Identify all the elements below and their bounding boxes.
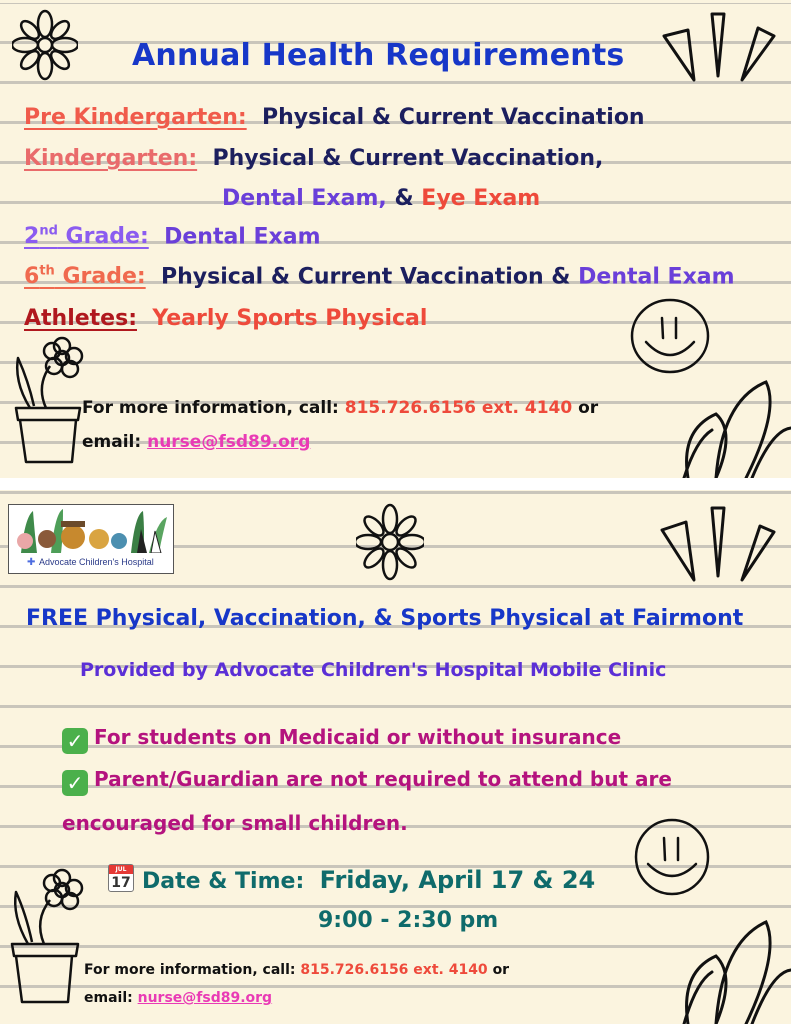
contact-info-line-2 bbox=[84, 990, 272, 1006]
requirement-text: Physical & Current Vaccination bbox=[161, 264, 544, 290]
contact-or: or bbox=[578, 398, 599, 418]
clinic-headline: FREE Physical, Vaccination, & Sports Physical at Fairmont bbox=[26, 606, 744, 631]
leaf-doodle-icon bbox=[676, 910, 791, 1024]
requirement-text: Dental Exam, bbox=[222, 186, 387, 211]
date-label: Date & Time: bbox=[142, 869, 305, 894]
smiley-face-icon bbox=[628, 296, 712, 376]
grade-label: Kindergarten: bbox=[24, 146, 198, 171]
bullet-text: For students on Medicaid or without insurance bbox=[94, 725, 622, 749]
requirement-row-2nd-grade bbox=[24, 224, 321, 249]
clinic-subheadline: Provided by Advocate Children's Hospital Mobile Clinic bbox=[80, 659, 667, 681]
annual-requirements-panel bbox=[0, 0, 791, 478]
email-label: email: bbox=[84, 990, 133, 1006]
email-link[interactable]: nurse@fsd89.org bbox=[137, 990, 273, 1006]
contact-info-line-1 bbox=[82, 398, 598, 418]
ampersand-text: & bbox=[551, 264, 571, 290]
contact-prefix: For more information, call: bbox=[84, 962, 296, 978]
advocate-logo bbox=[8, 504, 174, 574]
logo-text: Advocate Children's Hospital bbox=[39, 557, 154, 567]
check-mark-icon: ✓ bbox=[62, 770, 88, 796]
bullet-parent-cont: encouraged for small children. bbox=[62, 811, 408, 835]
bullet-parent bbox=[62, 767, 672, 796]
requirement-text: Eye Exam bbox=[421, 186, 541, 211]
flower-doodle-icon bbox=[356, 502, 424, 582]
requirement-text: Yearly Sports Physical bbox=[152, 306, 428, 331]
bullet-text: Parent/Guardian are not required to attend but are bbox=[94, 767, 672, 791]
potted-flower-icon bbox=[6, 868, 92, 1008]
requirement-text: Physical & Current Vaccination, bbox=[212, 146, 604, 171]
contact-info-line-2 bbox=[82, 432, 310, 452]
flower-doodle-icon bbox=[12, 8, 78, 82]
contact-prefix: For more information, call: bbox=[82, 398, 339, 418]
hospital-cross-icon: ✚ bbox=[27, 557, 36, 568]
requirement-row-kindergarten-cont bbox=[222, 186, 540, 211]
requirement-text: Physical & Current Vaccination bbox=[262, 105, 645, 130]
date-row bbox=[108, 864, 595, 894]
requirement-row-pre-k bbox=[24, 105, 645, 130]
grade-label: 2nd Grade: bbox=[24, 224, 149, 250]
email-label: email: bbox=[82, 432, 142, 452]
requirement-row-athletes bbox=[24, 306, 427, 331]
time-value: 9:00 - 2:30 pm bbox=[318, 908, 499, 933]
requirement-text: Dental Exam bbox=[578, 264, 735, 290]
check-mark-icon: ✓ bbox=[62, 728, 88, 754]
date-value: Friday, April 17 & 24 bbox=[319, 866, 596, 894]
mobile-clinic-panel bbox=[0, 490, 791, 1024]
contact-or: or bbox=[492, 962, 510, 978]
ampersand-text: & bbox=[394, 186, 414, 211]
spikes-doodle-icon bbox=[656, 502, 780, 586]
animal-illustration-icon bbox=[11, 507, 171, 553]
calendar-icon: JUL 17 bbox=[108, 864, 134, 892]
grade-label: Athletes: bbox=[24, 306, 137, 331]
phone-number[interactable]: 815.726.6156 ext. 4140 bbox=[300, 962, 488, 978]
phone-number[interactable]: 815.726.6156 ext. 4140 bbox=[344, 398, 573, 418]
grade-label: Pre Kindergarten: bbox=[24, 105, 247, 130]
bullet-medicaid bbox=[62, 725, 621, 754]
grade-label: 6th Grade: bbox=[24, 264, 146, 290]
email-link[interactable]: nurse@fsd89.org bbox=[147, 432, 311, 452]
requirement-row-6th-grade bbox=[24, 264, 735, 289]
requirement-row-kindergarten bbox=[24, 146, 603, 171]
contact-info-line-1 bbox=[84, 962, 509, 978]
leaf-doodle-icon bbox=[676, 370, 791, 478]
smiley-face-icon bbox=[632, 816, 712, 898]
spikes-doodle-icon bbox=[658, 8, 780, 88]
requirement-text: Dental Exam bbox=[164, 224, 321, 250]
page-title: Annual Health Requirements bbox=[132, 38, 625, 73]
